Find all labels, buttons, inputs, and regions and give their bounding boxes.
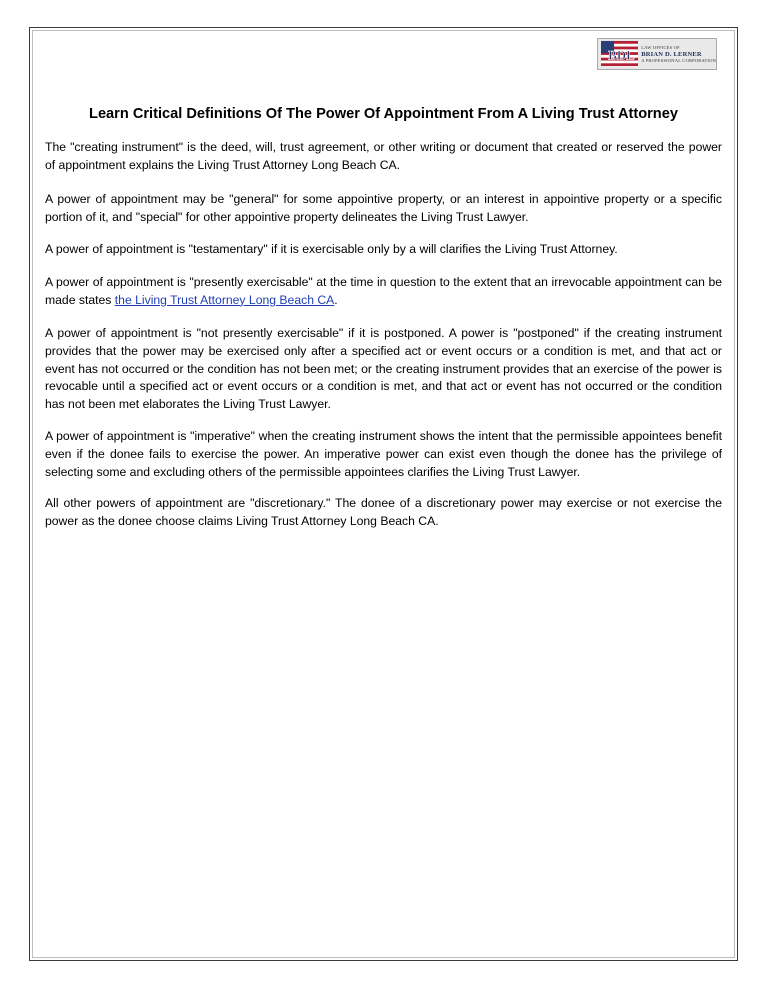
living-trust-attorney-link[interactable]: the Living Trust Attorney Long Beach CA [114, 292, 335, 307]
paragraph-presently-exercisable-end: . [334, 292, 338, 307]
document-title: Learn Critical Definitions Of The Power Of Appointment From A Living Trust Attorney [89, 106, 678, 122]
paragraph-general-special: A power of appointment may be "general" for some appointive property, or an interest in appointive property or a specific portion of it, and "special" for other appointive property delineates the Living Trust Lawyer. [45, 192, 722, 224]
law-office-logo [597, 38, 717, 70]
paragraph-presently-exercisable-text: A power of appointment is "presently exercisable" at the time in question to the extent that an irrevocable appointment can be made states [45, 275, 722, 307]
paragraph-presently-exercisable [45, 274, 722, 310]
paragraph-not-presently-exercisable: A power of appointment is "not presently exercisable" if it is postponed. A power is "postponed" if the creating instrument provides that the power may be exercised only after a specified act or event occurs or a condition is met, and that act or event has not occurred or the condition has not been met; or the creating instrument provides that an exercise of the power is revocable until a specified act or event occurs or a condition is met, and that act or event has not occurred or the condition has not been met elaborates the Living Trust Lawyer. [45, 326, 722, 412]
paragraph-discretionary: All other powers of appointment are "discretionary." The donee of a discretionary power may exercise or not exercise the power as the donee choose claims Living Trust Attorney Long Beach CA. [45, 496, 722, 528]
paragraph-imperative: A power of appointment is "imperative" when the creating instrument shows the intent that the permissible appointees benefit even if the donee fails to exercise the power. An imperative power can exist even though the donee has the privilege of selecting some and excluding others of the permissible appointees clarifies the Living Trust Lawyer. [45, 429, 722, 479]
logo-mark-text: BDL [608, 47, 635, 63]
logo-line-3: A PROFESSIONAL CORPORATION [641, 57, 716, 63]
flag-logo-icon [601, 40, 638, 68]
logo-line-2: BRIAN D. LERNER [641, 50, 702, 58]
paragraph-creating-instrument: The "creating instrument" is the deed, will, trust agreement, or other writing or document that created or reserved the power of appointment explains the Living Trust Attorney Long Beach CA. [45, 140, 722, 172]
paragraph-testamentary: A power of appointment is "testamentary" if it is exercisable only by a will clarifies the Living Trust Attorney. [45, 242, 618, 256]
logo-line-1: LAW OFFICES OF [641, 45, 680, 50]
logo-text [641, 45, 716, 63]
